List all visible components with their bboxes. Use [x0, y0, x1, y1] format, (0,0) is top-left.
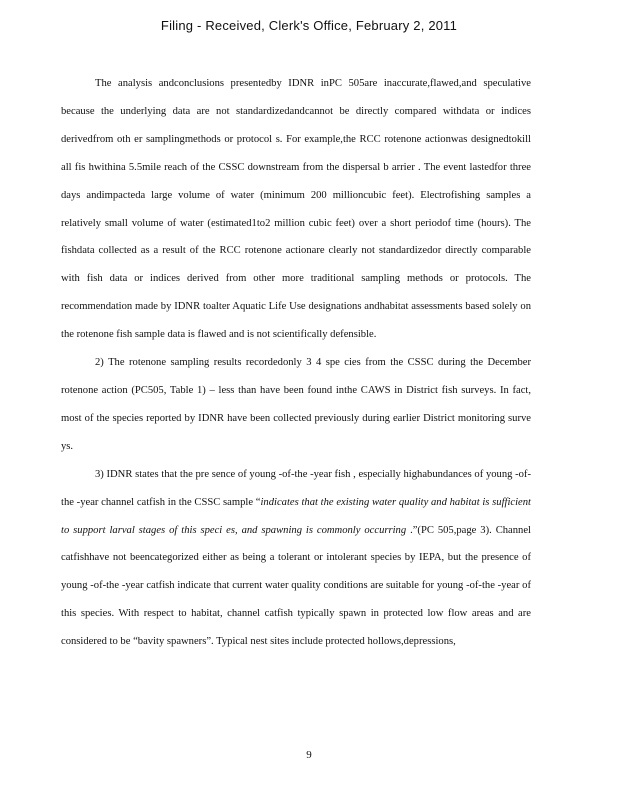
page-number: 9: [306, 749, 312, 761]
idnr-quote: indicates that the existing water quality and habitat is sufficient to support larval stages of this speci es, and spawning is commonly occurring: [61, 496, 531, 536]
body-text: [61, 70, 531, 656]
paragraph-1: The analysis andconclusions presentedby IDNR inPC 505are inaccurate,flawed,and speculative because the underlying data are not standardizedandcannot be directly compared withdata or indices derivedfrom oth er samplingmethods or protocol s. For example,the RCC rotenone actionwas designedtokill all fis hwithina 5.5mile reach of the CSSC downstream from the dispersal b arrier . The event lastedfor three days andimpacteda large volume of water (minimum 200 millioncubic feet). Electrofishing samples a relatively small volume of water (estimated1to2 million cubic feet) over a short periodof time (hours). The fishdata collected as a result of the RCC rotenone actionare clearly not standardizedor directly comparable with fish data or indices derived from other more traditional sampling methods or protocols. The recommendation made by IDNR toalter Aquatic Life Use designations andhabitat assessments based solely on the rotenone fish sample data is flawed and is not scientifically defensible.: [61, 78, 531, 341]
paragraph-3-lead: 3) IDNR states that the pre sence of young -of-the -year fish , especially highabundances of young -of-the -year channel catfish in the CSSC sample “: [61, 468, 531, 508]
paragraph-2: 2) The rotenone sampling results recordedonly 3 4 spe cies from the CSSC during the December rotenone action (PC505, Table 1) – less than have been found inthe CAWS in District fish surveys. In fact, most of the species reported by IDNR have been collected previously during earlier District monitoring surve ys.: [61, 357, 531, 452]
paragraph-3: [61, 461, 531, 656]
filing-header: Filing - Received, Clerk's Office, February 2, 2011: [160, 18, 458, 33]
paragraph-3-rest: .”(PC 505,page 3). Channel catfishhave not beencategorized either as being a tolerant or intolerant species by IEPA, but the presence of young -of-the -year catfish indicate that current water quality conditions are suitable for young -of-the -year of this species. With respect to habitat, channel catfish typically spawn in protected low flow areas and are considered to be “bavity spawners”. Typical nest sites include protected hollows,depressions,: [61, 524, 531, 648]
